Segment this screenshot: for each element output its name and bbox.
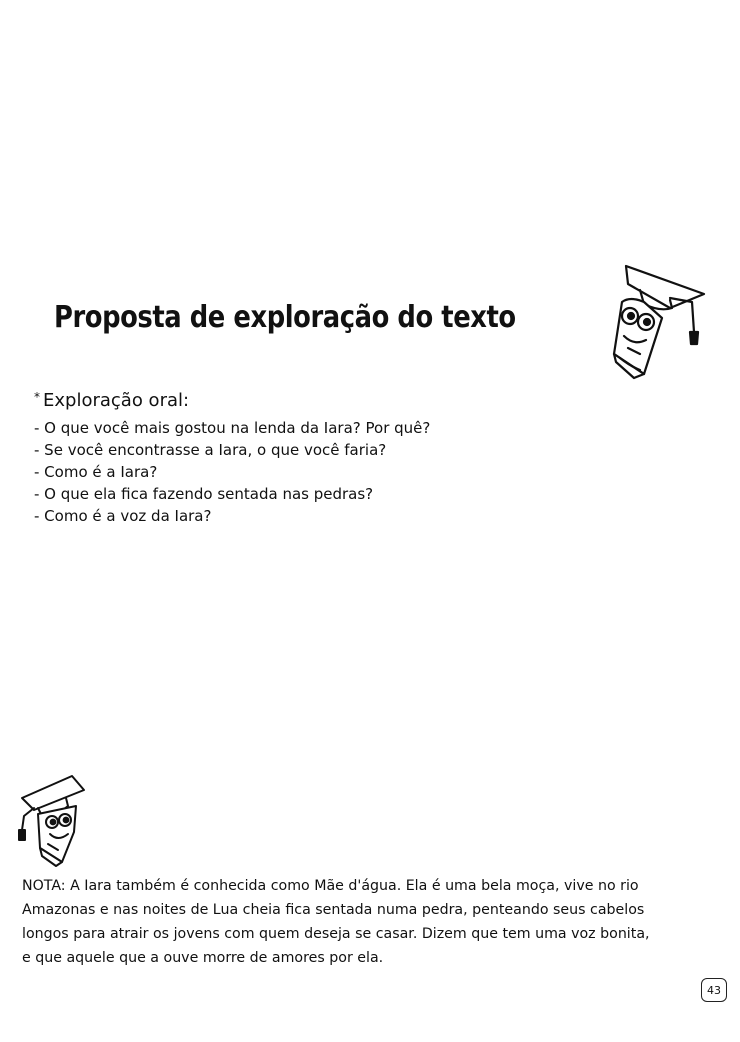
question-list xyxy=(34,417,430,527)
graduate-pencil-mascot-icon xyxy=(600,258,710,383)
section-heading xyxy=(34,390,430,411)
asterisk-marker: * xyxy=(34,390,40,404)
page-number: 43 xyxy=(701,978,727,1002)
list-item: - Como é a Iara? xyxy=(34,463,158,481)
note-paragraph xyxy=(22,874,722,970)
note-line: NOTA: A Iara também é conhecida como Mãe d'água. Ela é uma bela moça, vive no rio xyxy=(22,878,639,894)
section-heading-text: Exploração oral: xyxy=(43,390,190,411)
list-item: - Se você encontrasse a Iara, o que você faria? xyxy=(34,441,387,459)
graduate-pencil-mascot-icon xyxy=(12,772,96,868)
oral-exploration-section xyxy=(34,390,430,527)
note-line: e que aquele que a ouve morre de amores por ela. xyxy=(22,950,384,966)
page-title: Proposta de exploração do texto xyxy=(54,300,516,335)
note-line: longos para atrair os jovens com quem deseja se casar. Dizem que tem uma voz bonita, xyxy=(22,926,650,942)
list-item: - O que ela fica fazendo sentada nas pedras? xyxy=(34,485,374,503)
list-item: - O que você mais gostou na lenda da Iara? Por quê? xyxy=(34,419,431,437)
note-line: Amazonas e nas noites de Lua cheia fica sentada numa pedra, penteando seus cabelos xyxy=(22,902,645,918)
list-item: - Como é a voz da Iara? xyxy=(34,507,212,525)
